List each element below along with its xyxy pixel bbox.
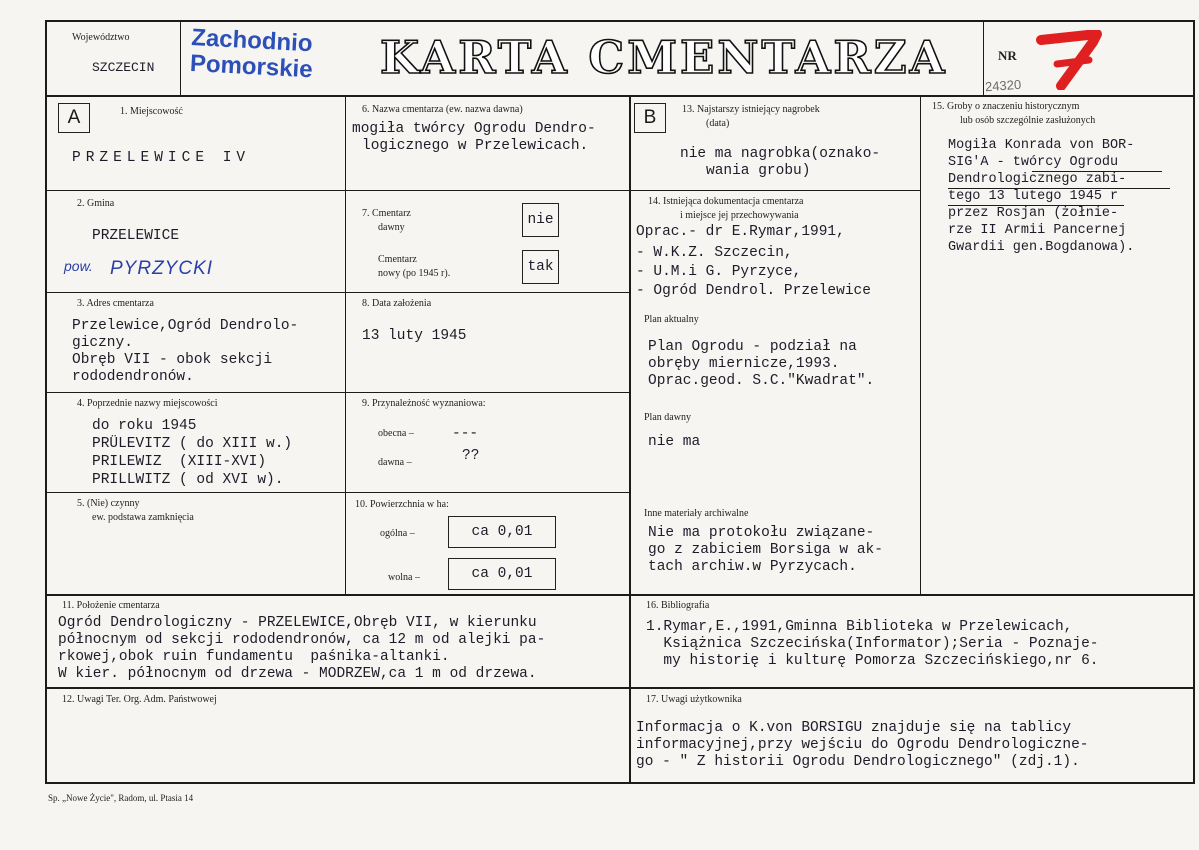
field-12-label: 12. Uwagi Ter. Org. Adm. Państwowej <box>62 694 217 705</box>
field-4-line-3: PRILEWIZ (XIII-XVI) <box>92 454 267 470</box>
header-sep-1 <box>180 22 181 96</box>
page-title: KARTA CMENTARZA <box>380 31 948 84</box>
field-13-line-2: wania grobu) <box>706 163 811 179</box>
field-6-line-2: logicznego w Przelewicach. <box>362 138 589 154</box>
field-7-old-label: dawny <box>378 222 405 233</box>
field-11-line-4: W kier. północnym od drzewa - MODRZEW,ca 1 m od drzewa. <box>58 666 537 682</box>
field-17-line-3: go - " Z historii Ogrodu Dendrologicznego" (zdj.1). <box>636 754 1080 770</box>
field-1-value: PRZELEWICE IV <box>72 150 251 166</box>
field-5-label-1: 5. (Nie) czynny <box>77 498 140 509</box>
archival-line-1: Nie ma protokołu związane- <box>648 525 875 541</box>
field-3-line-3: Obręb VII - obok sekcji <box>72 352 273 368</box>
field-11-line-3: rkowej,obok ruin fundamentu paśnika-altanki. <box>58 649 450 665</box>
field-10-label: 10. Powierzchnia w ha: <box>355 499 449 510</box>
field-2-value: PRZELEWICE <box>92 228 180 244</box>
field-15-label-2: lub osób szczególnie zasłużonych <box>960 115 1096 126</box>
field-7-new-box <box>522 250 559 284</box>
field-14-line-1: Oprac.- dr E.Rymar,1991, <box>636 224 845 240</box>
field-10-total-value: ca 0,01 <box>471 524 533 540</box>
field-14-label-2: i miejsce jej przechowywania <box>680 210 799 221</box>
archival-line-2: go z zabiciem Borsiga w ak- <box>648 542 883 558</box>
field-15-line-4: tego 13 lutego 1945 r <box>948 189 1119 204</box>
field-13-label-2: (data) <box>706 118 730 129</box>
section-a-box <box>58 103 90 133</box>
field-11-line-2: północnym od sekcji rododendronów, ca 12 m od alejki pa- <box>58 632 546 648</box>
field-4-label: 4. Poprzednie nazwy miejscowości <box>77 398 218 409</box>
field-5-label-2: ew. podstawa zamknięcia <box>92 512 194 523</box>
row-line-3 <box>45 392 630 393</box>
row-line-b <box>630 190 920 191</box>
field-7-old-box <box>522 203 559 237</box>
field-2-label: 2. Gmina <box>77 198 115 209</box>
bottom-divider-2 <box>45 687 1195 689</box>
field-10-free-box <box>448 558 556 590</box>
header-sep-2 <box>983 22 984 96</box>
field-15-line-5: przez Rosjan (żołnie- <box>948 206 1119 221</box>
field-10-free-value: ca 0,01 <box>471 566 533 582</box>
field-14-label-1: 14. Istniejąca dokumentacja cmentarza <box>648 196 804 207</box>
field-15-line-2: SIG'A - twórcy Ogrodu <box>948 155 1119 170</box>
section-b-letter: B <box>643 107 657 128</box>
field-2-hand-prefix: pow. <box>64 258 93 274</box>
field-10-total-label: ogólna – <box>380 528 415 539</box>
field-9-former-value: ?? <box>462 448 480 464</box>
field-9-current-value: --- <box>452 426 479 442</box>
archival-line-3: tach archiw.w Pyrzycach. <box>648 559 857 575</box>
col-sep-1 <box>345 96 346 594</box>
red-seven-mark <box>1035 30 1115 90</box>
field-3-label: 3. Adres cmentarza <box>77 298 154 309</box>
frame-right <box>1193 20 1195 784</box>
field-11-label: 11. Położenie cmentarza <box>62 600 160 611</box>
field-14-line-4: - U.M.i G. Pyrzyce, <box>636 264 802 280</box>
field-6-label: 6. Nazwa cmentarza (ew. nazwa dawna) <box>362 104 523 115</box>
plan-former-label: Plan dawny <box>644 412 691 423</box>
frame-top <box>45 20 1195 22</box>
field-1-label: 1. Miejscowość <box>120 106 183 117</box>
row-line-4 <box>45 492 630 493</box>
field-6-line-1: mogiła twórcy Ogrodu Dendro- <box>352 121 596 137</box>
field-7-new-label-1: Cmentarz <box>378 254 417 265</box>
field-7-label: 7. Cmentarz <box>362 208 411 219</box>
plan-current-line-3: Oprac.geod. S.C."Kwadrat". <box>648 373 875 389</box>
section-a-letter: A <box>67 107 81 128</box>
col-sep-2 <box>629 96 631 784</box>
field-3-line-2: giczny. <box>72 335 133 351</box>
row-line-2 <box>45 292 630 293</box>
printer-footer: Sp. „Nowe Życie", Radom, ul. Ptasia 14 <box>48 793 194 803</box>
field-15-line-3: Dendrologicznego zabi- <box>948 172 1127 187</box>
field-15-line-1: Mogiła Konrada von BOR- <box>948 138 1135 153</box>
field-13-label-1: 13. Najstarszy istniejący nagrobek <box>682 104 820 115</box>
red-handwritten-number <box>1035 30 1115 95</box>
plan-current-line-2: obręby miernicze,1993. <box>648 356 840 372</box>
field-4-line-1: do roku 1945 <box>92 418 197 434</box>
field-16-label: 16. Bibliografia <box>646 600 710 611</box>
plan-current-label: Plan aktualny <box>644 314 699 325</box>
row-line-1 <box>45 190 630 191</box>
frame-bottom <box>45 782 1195 784</box>
field-4-line-2: PRÜLEVITZ ( do XIII w.) <box>92 436 293 452</box>
bottom-divider-1 <box>45 594 1195 596</box>
underline-3 <box>948 205 1124 206</box>
field-10-free-label: wolna – <box>388 572 420 583</box>
field-14-line-3: - W.K.Z. Szczecin, <box>636 245 793 261</box>
voivodeship-label: Województwo <box>72 32 130 43</box>
voivodeship-value: SZCZECIN <box>92 60 155 75</box>
underline-1 <box>1032 171 1162 172</box>
plan-current-line-1: Plan Ogrodu - podział na <box>648 339 857 355</box>
field-17-line-2: informacyjnej,przy wejściu do Ogrodu Dendrologiczne- <box>636 737 1089 753</box>
field-16-line-3: my historię i kulturę Pomorza Szczecińskiego,nr 6. <box>646 653 1099 669</box>
nr-label: NR <box>998 48 1017 63</box>
pencil-number: 24320 <box>984 76 1022 95</box>
field-3-line-1: Przelewice,Ogród Dendrolo- <box>72 318 299 334</box>
field-13-line-1: nie ma nagrobka(oznako- <box>680 146 881 162</box>
field-9-label: 9. Przynależność wyznaniowa: <box>362 398 486 409</box>
field-4-line-4: PRILLWITZ ( od XVI w). <box>92 472 284 488</box>
field-7-old-value: nie <box>527 212 554 228</box>
field-7-new-label-2: nowy (po 1945 r). <box>378 268 451 279</box>
field-14-line-5: - Ogród Dendrol. Przelewice <box>636 283 871 299</box>
field-17-line-1: Informacja o K.von BORSIGU znajduje się na tablicy <box>636 720 1072 736</box>
field-3-line-4: rododendronów. <box>72 369 194 385</box>
field-8-label: 8. Data założenia <box>362 298 432 309</box>
stamp-line-2: Pomorskie <box>189 49 314 84</box>
plan-former-value: nie ma <box>648 434 701 450</box>
field-15-line-7: Gwardii gen.Bogdanowa). <box>948 240 1135 255</box>
field-10-total-box <box>448 516 556 548</box>
field-17-label: 17. Uwagi użytkownika <box>646 694 742 705</box>
blue-stamp <box>189 25 314 83</box>
field-9-former-label: dawna – <box>378 457 412 468</box>
field-11-line-1: Ogród Dendrologiczny - PRZELEWICE,Obręb VII, w kierunku <box>58 615 537 631</box>
field-7-new-value: tak <box>527 259 554 275</box>
field-16-line-1: 1.Rymar,E.,1991,Gminna Biblioteka w Przelewicach, <box>646 619 1073 635</box>
field-9-current-label: obecna – <box>378 428 414 439</box>
frame-left <box>45 20 47 784</box>
section-b-box <box>634 103 666 133</box>
field-15-label-1: 15. Groby o znaczeniu historycznym <box>932 101 1080 112</box>
col-sep-3 <box>920 96 921 594</box>
field-16-line-2: Książnica Szczecińska(Informator);Seria - Poznaje- <box>646 636 1099 652</box>
stamp-line-1: Zachodnio <box>190 24 314 58</box>
field-8-value: 13 luty 1945 <box>362 328 467 344</box>
archival-label: Inne materiały archiwalne <box>644 508 749 519</box>
underline-2 <box>948 188 1170 189</box>
field-15-line-6: rze II Armii Pancernej <box>948 223 1127 238</box>
field-2-hand-value: PYRZYCKI <box>110 258 214 279</box>
header-divider <box>45 95 1195 97</box>
